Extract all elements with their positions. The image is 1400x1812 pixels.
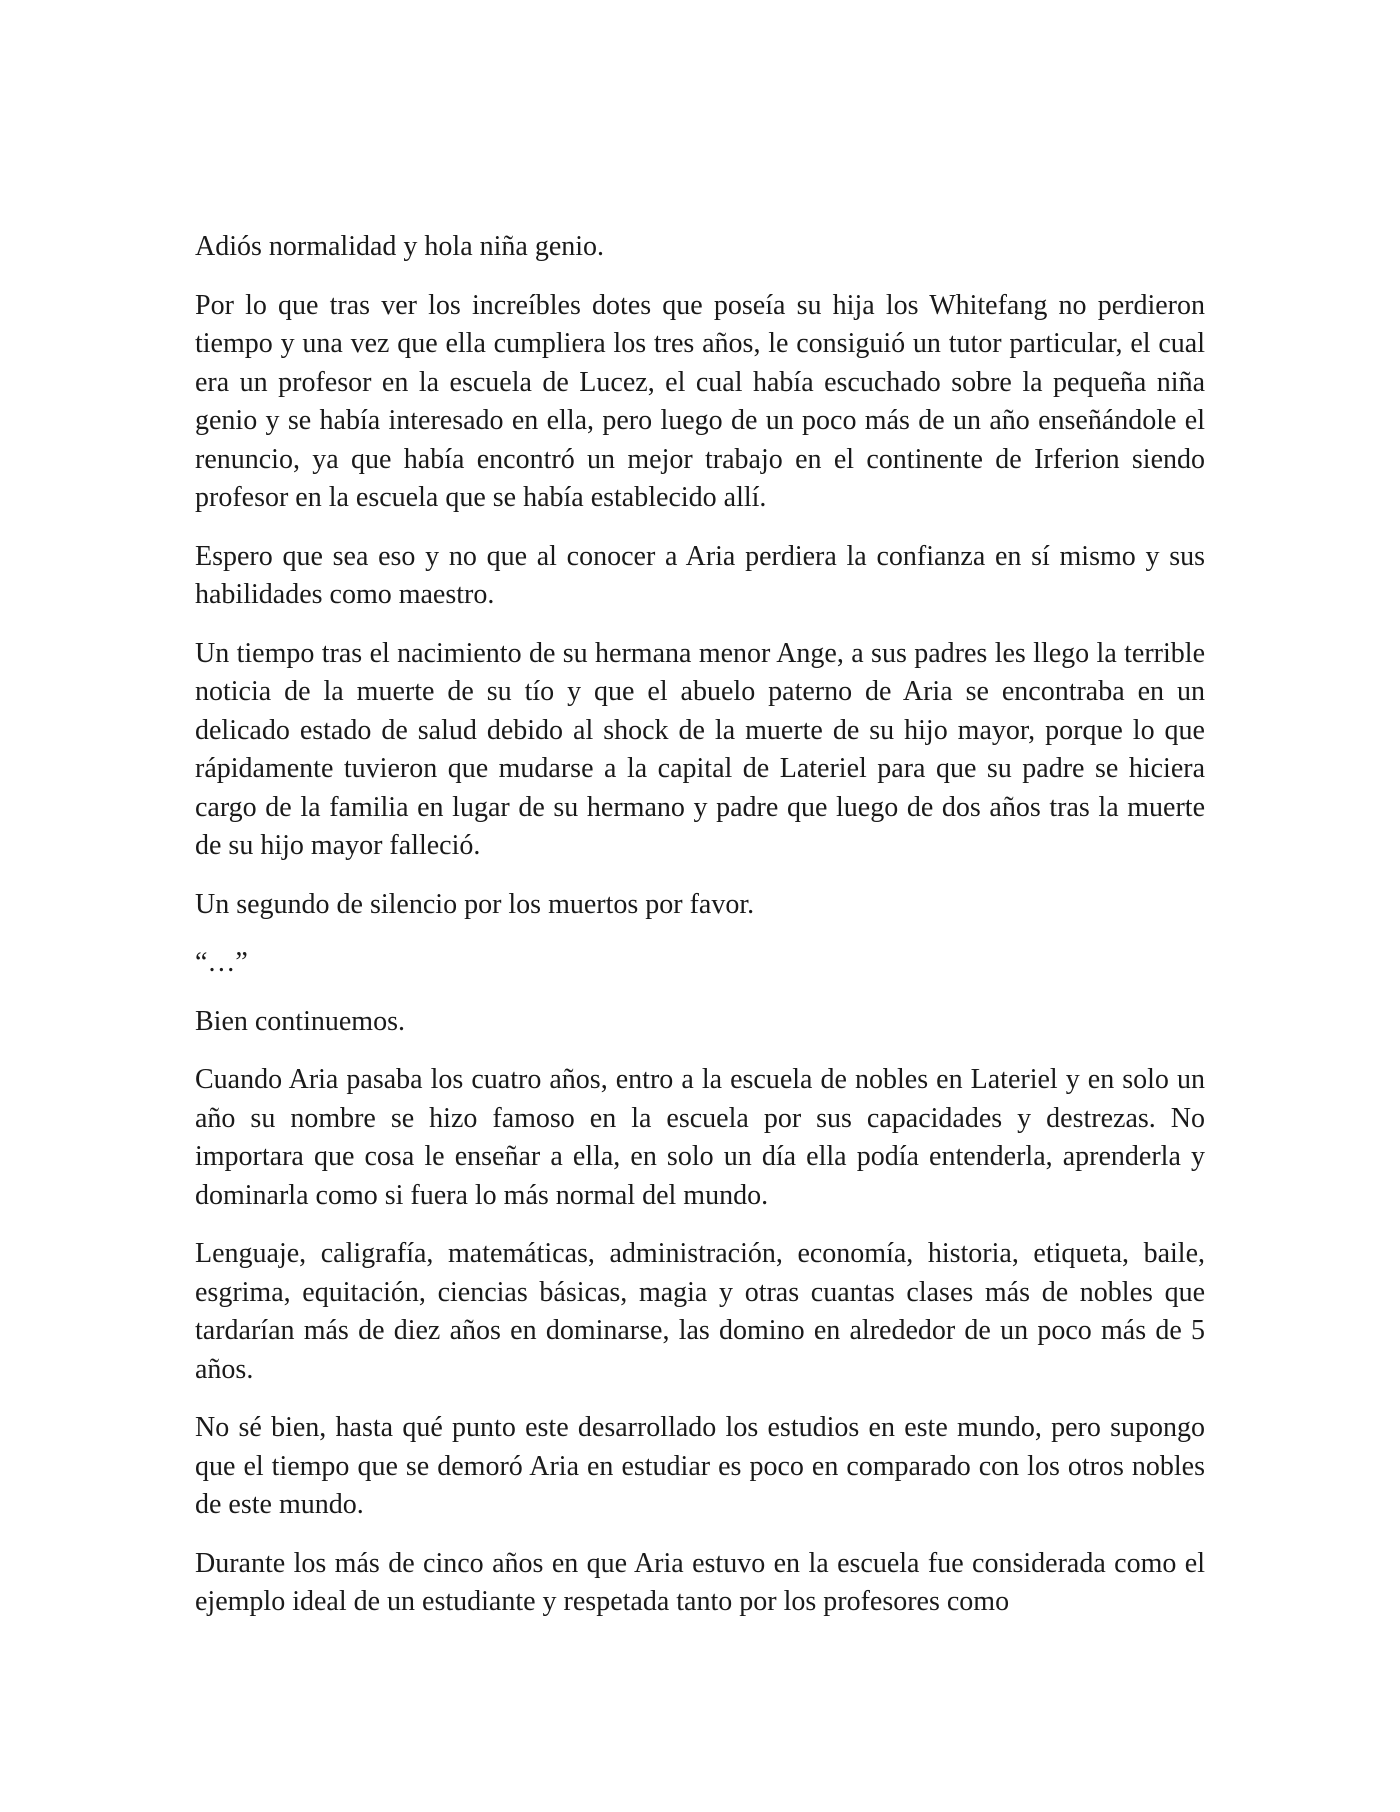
paragraph: Cuando Aria pasaba los cuatro años, entro a la escuela de nobles en Lateriel y en solo un año su nombre se hizo famoso en la escuela por sus capacidades y destrezas. No importara que cosa le enseñar a ella, en solo un día ella podía entenderla, aprenderla y dominarla como si fuera lo más normal del mundo. [195, 1064, 1205, 1211]
paragraph: Por lo que tras ver los increíbles dotes que poseía su hija los Whitefang no perdieron tiempo y una vez que ella cumpliera los tres años, le consiguió un tutor particular, el cual era un profesor en la escuela de Lucez, el cual había escuchado sobre la pequeña niña genio y se había interesado en ella, pero luego de un poco más de un año enseñándole el renuncio, ya que había encontró un mejor trabajo en el continente de Irferion siendo profesor en la escuela que se había establecido allí. [195, 289, 1205, 513]
paragraph: Lenguaje, caligrafía, matemáticas, administración, economía, historia, etiqueta, baile, esgrima, equitación, ciencias básicas, magia y otras cuantas clases más de nobles que tardarían más de diez años en dominarse, las domino en alrededor de un poco más de 5 años. [195, 1238, 1205, 1385]
paragraph: Durante los más de cinco años en que Aria estuvo en la escuela fue considerada como el ejemplo ideal de un estudiante y respetada tanto por los profesores como [195, 1547, 1205, 1617]
paragraph: Bien continuemos. [195, 1005, 405, 1037]
paragraph: Espero que sea eso y no que al conocer a Aria perdiera la confianza en sí mismo y sus habilidades como maestro. [195, 540, 1205, 610]
paragraph: Un segundo de silencio por los muertos por favor. [195, 888, 755, 920]
paragraph: “…” [195, 947, 248, 978]
paragraph: Un tiempo tras el nacimiento de su hermana menor Ange, a sus padres les llego la terrible noticia de la muerte de su tío y que el abuelo paterno de Aria se encontraba en un delicado estado de salud debido al shock de la muerte de su hijo mayor, porque lo que rápidamente tuvieron que mudarse a la capital de Lateriel para que su padre se hiciera cargo de la familia en lugar de su hermano y padre que luego de dos años tras la muerte de su hijo mayor falleció. [195, 637, 1205, 861]
paragraph: No sé bien, hasta qué punto este desarrollado los estudios en este mundo, pero supongo que el tiempo que se demoró Aria en estudiar es poco en comparado con los otros nobles de este mundo. [195, 1412, 1205, 1520]
body-text [195, 228, 1205, 1642]
paragraph: Adiós normalidad y hola niña genio. [195, 231, 605, 262]
